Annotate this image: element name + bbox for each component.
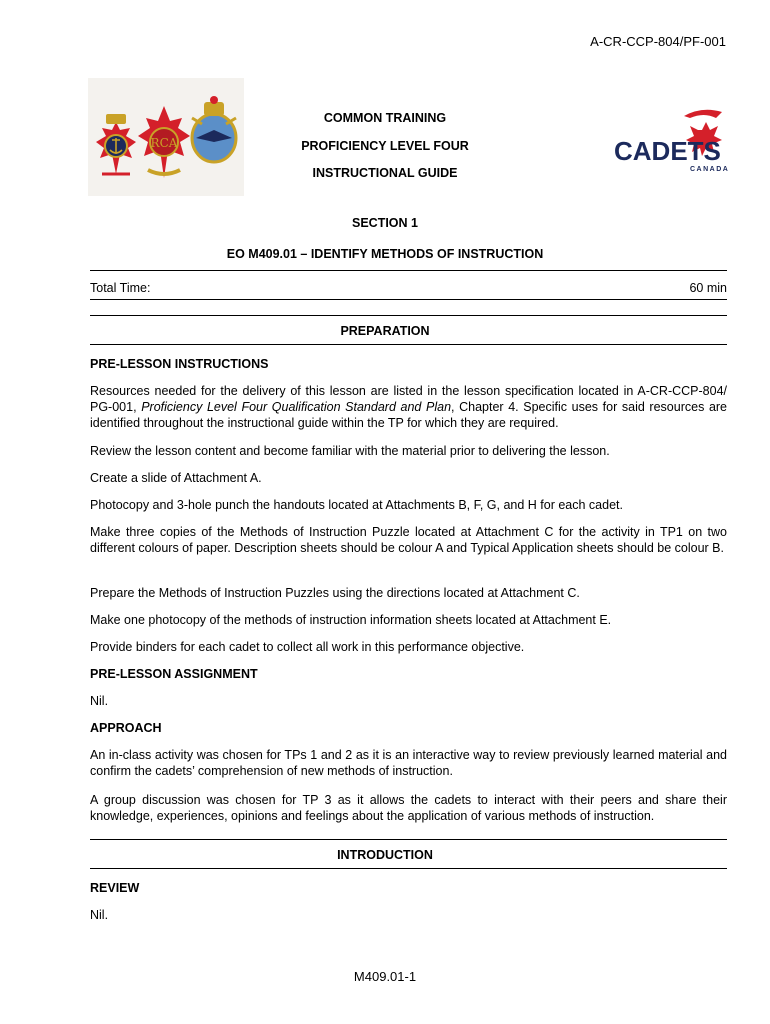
introduction-heading: INTRODUCTION	[337, 848, 433, 862]
divider	[90, 839, 727, 840]
pre-lesson-instructions-heading: PRE-LESSON INSTRUCTIONS	[90, 357, 269, 371]
cadets-canada-logo	[610, 104, 728, 176]
approach-heading: APPROACH	[90, 721, 162, 735]
pre-lesson-assignment-heading: PRE-LESSON ASSIGNMENT	[90, 667, 258, 681]
svg-text:RCA: RCA	[150, 136, 178, 150]
instructions-paragraph-7: Make one photocopy of the methods of instruction information sheets located at Attachment E.	[90, 613, 612, 627]
cadets-wordmark: CADETS	[614, 136, 721, 166]
instructions-paragraph-8: Provide binders for each cadet to collect all work in this performance objective.	[90, 640, 525, 654]
pre-lesson-assignment-text: Nil.	[90, 694, 109, 708]
divider	[90, 344, 727, 345]
swoosh-icon	[684, 110, 722, 118]
title-line-3: INSTRUCTIONAL GUIDE	[312, 166, 458, 180]
preparation-heading: PREPARATION	[340, 324, 430, 338]
instructions-paragraph-1: Resources needed for the delivery of this lesson are listed in the lesson specification located in A-CR-CCP-804/ PG-001, Proficiency Level Four Qualification Standard and Plan, Chapter 4. Specific uses for said resources are identified throughout the instructional guide within the TP for which they are required.	[90, 384, 728, 430]
total-time-row	[90, 281, 727, 295]
eo-title: EO M409.01 – IDENTIFY METHODS OF INSTRUCTION	[226, 247, 544, 261]
divider	[90, 299, 727, 300]
title-line-2: PROFICIENCY LEVEL FOUR	[301, 139, 469, 153]
canada-wordmark: CANADA	[690, 166, 728, 173]
instructions-paragraph-6: Prepare the Methods of Instruction Puzzles using the directions located at Attachment C.	[90, 586, 580, 600]
instructions-paragraph-2: Review the lesson content and become familiar with the material prior to delivering the lesson.	[90, 444, 610, 458]
divider	[90, 315, 727, 316]
section-title: SECTION 1	[352, 216, 418, 230]
qualification-standard-title: Proficiency Level Four Qualification Standard and Plan	[141, 400, 452, 414]
review-heading: REVIEW	[90, 881, 140, 895]
document-id: A-CR-CCP-804/PF-001	[590, 34, 726, 49]
page-footer-id: M409.01-1	[353, 969, 417, 984]
approach-paragraph-1: An in-class activity was chosen for TPs 1 and 2 as it is an interactive way to review previously learned material and confirm the cadets’ comprehension of new methods of instruction.	[90, 748, 727, 778]
review-text: Nil.	[90, 908, 109, 922]
divider	[90, 868, 727, 869]
divider	[90, 270, 727, 271]
approach-paragraph-2: A group discussion was chosen for TP 3 as it allows the cadets to interact with their peers and share their knowledge, experiences, opinions and feelings about the application of various methods of instruction.	[90, 793, 727, 823]
total-time-value: 60 min	[689, 281, 727, 295]
instructions-paragraph-5: Make three copies of the Methods of Instruction Puzzle located at Attachment C for the activity in TP1 on two different colours of paper. Description sheets should be colour A and Typical Application sheets should be colour B.	[90, 525, 727, 555]
total-time-label: Total Time:	[90, 281, 151, 295]
instructions-paragraph-3: Create a slide of Attachment A.	[90, 471, 262, 485]
title-line-1: COMMON TRAINING	[323, 111, 447, 125]
instructions-paragraph-4: Photocopy and 3-hole punch the handouts located at Attachments B, F, G, and H for each cadet.	[90, 498, 623, 512]
